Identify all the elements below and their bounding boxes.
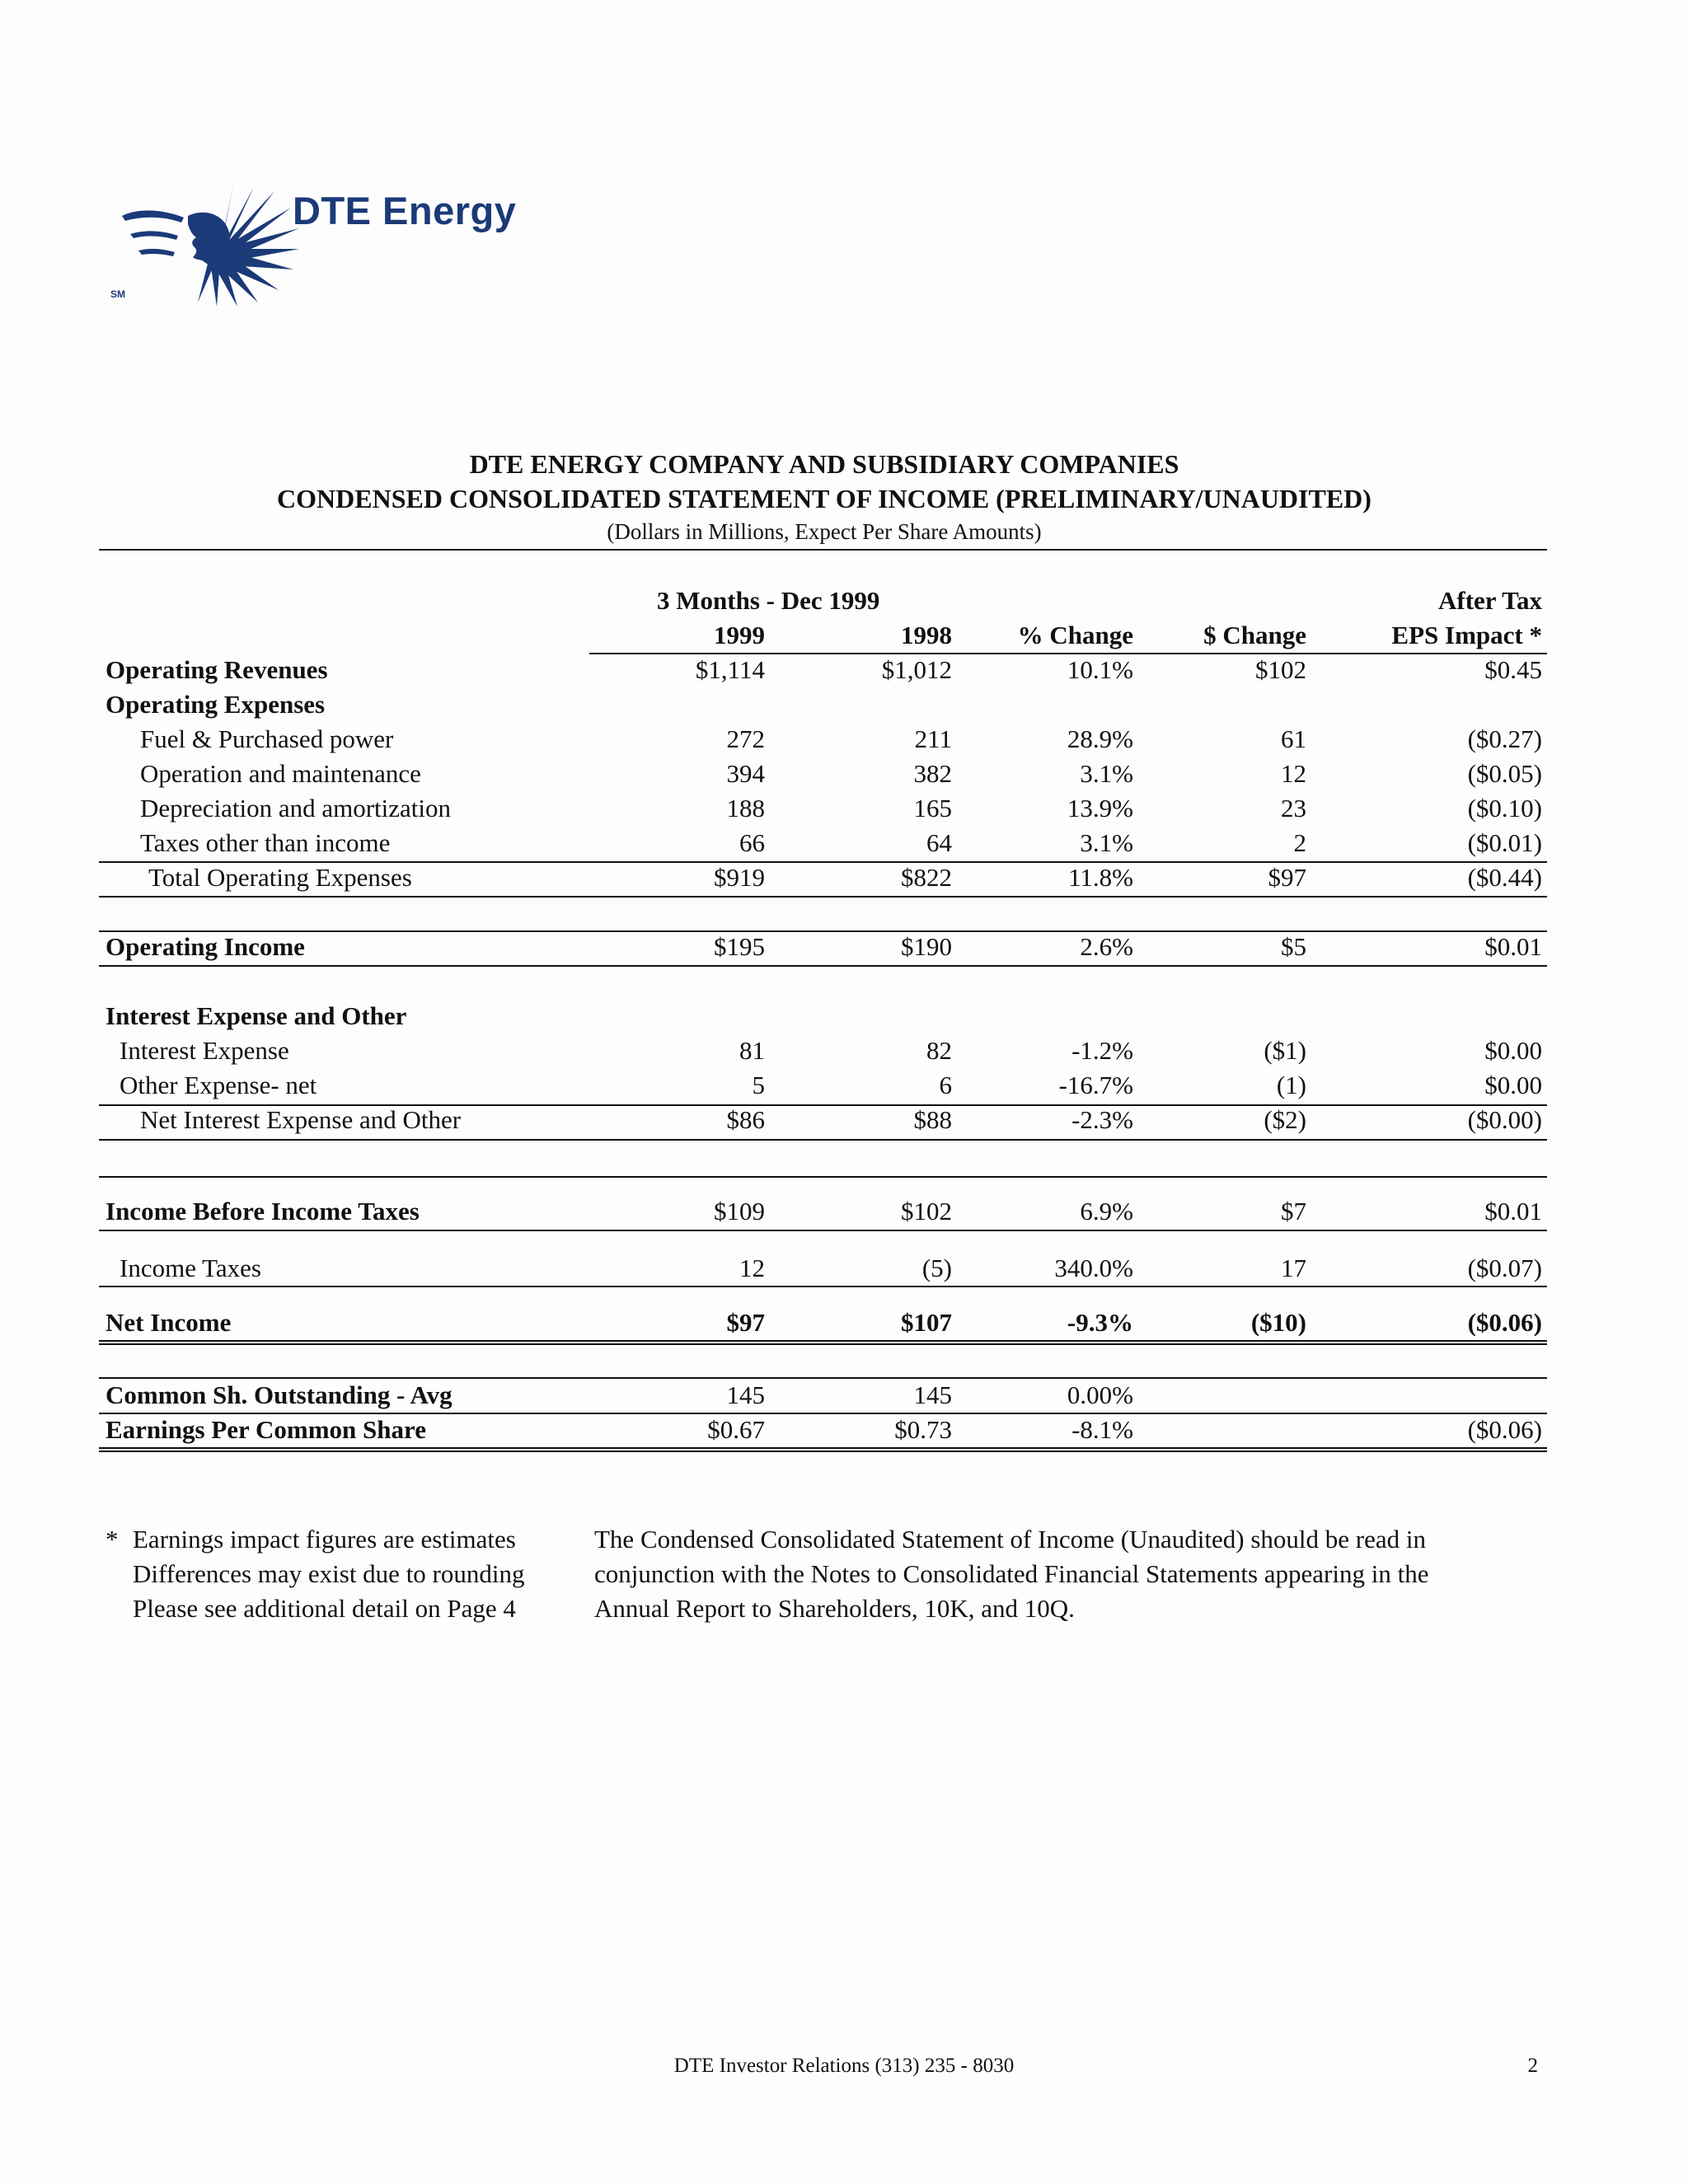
table-rule bbox=[99, 1377, 1547, 1379]
units-note: (Dollars in Millions, Expect Per Share Amounts) bbox=[607, 519, 1042, 544]
logo-wordmark: DTE Energy bbox=[293, 189, 517, 232]
cell-eps: ($0.06) bbox=[1467, 1415, 1542, 1444]
cell-eps: $0.01 bbox=[1484, 1197, 1542, 1226]
cell-dol: ($2) bbox=[1264, 1105, 1306, 1134]
col-pct-header: % Change bbox=[1017, 621, 1133, 649]
footnote-star: * bbox=[106, 1525, 119, 1554]
row-label: Interest Expense bbox=[120, 1036, 289, 1065]
cell-pct: 10.1% bbox=[1067, 655, 1133, 684]
cell-1998: $1,012 bbox=[881, 655, 952, 684]
row-label: Net Income bbox=[106, 1308, 232, 1337]
cell-eps: ($0.07) bbox=[1467, 1254, 1542, 1282]
table-rule bbox=[99, 896, 1547, 898]
footnote-line: Differences may exist due to rounding bbox=[133, 1559, 525, 1588]
cell-1998: $102 bbox=[901, 1197, 952, 1226]
cell-1998: $0.73 bbox=[894, 1415, 952, 1444]
table-rule bbox=[99, 1176, 1547, 1178]
cell-1999: $1,114 bbox=[695, 655, 765, 684]
row-label: Income Taxes bbox=[120, 1254, 261, 1282]
cell-pct: -2.3% bbox=[1071, 1105, 1133, 1134]
cell-pct: 2.6% bbox=[1080, 932, 1133, 961]
table-rule bbox=[99, 1451, 1547, 1452]
cell-eps: ($0.27) bbox=[1467, 724, 1542, 753]
cell-pct: 340.0% bbox=[1054, 1254, 1133, 1282]
cell-1999: $0.67 bbox=[707, 1415, 765, 1444]
cell-1999: $97 bbox=[726, 1308, 765, 1337]
cell-eps: ($0.00) bbox=[1467, 1105, 1542, 1134]
table-rule bbox=[99, 1230, 1547, 1231]
row-label: Net Interest Expense and Other bbox=[140, 1105, 462, 1134]
cell-dol: ($10) bbox=[1250, 1308, 1306, 1337]
table-rule bbox=[99, 1340, 1547, 1342]
cell-1999: $919 bbox=[714, 863, 765, 892]
row-label: Common Sh. Outstanding - Avg bbox=[106, 1380, 452, 1409]
cell-1998: (5) bbox=[921, 1254, 952, 1282]
row-label: Income Before Income Taxes bbox=[106, 1197, 420, 1226]
cell-1999: $109 bbox=[714, 1197, 765, 1226]
cell-eps: ($0.10) bbox=[1467, 794, 1542, 823]
table-rule bbox=[99, 1139, 1547, 1141]
cell-pct: -8.1% bbox=[1071, 1415, 1133, 1444]
period-header: 3 Months - Dec 1999 bbox=[657, 586, 880, 615]
cell-eps: ($0.44) bbox=[1467, 863, 1542, 892]
cell-1999: $195 bbox=[714, 932, 765, 961]
cell-1999: 5 bbox=[752, 1071, 765, 1099]
note-line: The Condensed Consolidated Statement of Income (Unaudited) should be read in bbox=[594, 1525, 1426, 1554]
cell-1998: 82 bbox=[926, 1036, 952, 1065]
row-label: Depreciation and amortization bbox=[140, 794, 452, 823]
cell-dol: 61 bbox=[1281, 724, 1306, 753]
cell-pct: 0.00% bbox=[1067, 1380, 1133, 1409]
cell-1999: 272 bbox=[726, 724, 765, 753]
table-rule bbox=[99, 1447, 1547, 1449]
row-label: Earnings Per Common Share bbox=[106, 1415, 426, 1444]
cell-1999: 66 bbox=[739, 828, 765, 857]
cell-dol: $97 bbox=[1268, 863, 1306, 892]
col-eps-header: EPS Impact * bbox=[1391, 621, 1542, 649]
row-label: Operating Income bbox=[106, 932, 305, 961]
investor-relations-contact: DTE Investor Relations (313) 235 - 8030 bbox=[673, 2055, 1015, 2077]
cell-1998: 165 bbox=[913, 794, 952, 823]
cell-1998: $822 bbox=[901, 863, 952, 892]
cell-dol: 2 bbox=[1293, 828, 1306, 857]
after-tax-header: After Tax bbox=[1437, 586, 1542, 615]
cell-1999: 12 bbox=[739, 1254, 765, 1282]
cell-1999: 188 bbox=[726, 794, 765, 823]
cell-eps: ($0.01) bbox=[1467, 828, 1542, 857]
cell-dol: 12 bbox=[1281, 759, 1306, 788]
row-label: Operation and maintenance bbox=[140, 759, 421, 788]
page-number: 2 bbox=[1527, 2055, 1538, 2077]
cell-1998: 145 bbox=[913, 1380, 952, 1409]
cell-dol: $5 bbox=[1281, 932, 1306, 961]
header-rule bbox=[99, 549, 1547, 551]
cell-pct: 3.1% bbox=[1080, 828, 1133, 857]
cell-1998: $88 bbox=[913, 1105, 952, 1134]
col-1998-header: 1998 bbox=[901, 621, 952, 649]
table-rule bbox=[99, 1286, 1547, 1287]
cell-1999: 145 bbox=[726, 1380, 765, 1409]
cell-eps: $0.00 bbox=[1484, 1071, 1542, 1099]
cell-dol: (1) bbox=[1276, 1071, 1306, 1099]
cell-eps: $0.00 bbox=[1484, 1036, 1542, 1065]
col-1999-header: 1999 bbox=[714, 621, 765, 649]
cell-dol: $102 bbox=[1255, 655, 1306, 684]
company-title: DTE ENERGY COMPANY AND SUBSIDIARY COMPANIES bbox=[469, 449, 1179, 479]
cell-pct: 3.1% bbox=[1080, 759, 1133, 788]
cell-pct: 28.9% bbox=[1067, 724, 1133, 753]
cell-eps: ($0.06) bbox=[1467, 1308, 1542, 1337]
table-rule bbox=[99, 965, 1547, 967]
table-rule bbox=[99, 1343, 1547, 1345]
note-line: Annual Report to Shareholders, 10K, and 10Q. bbox=[594, 1594, 1075, 1623]
cell-pct: -1.2% bbox=[1071, 1036, 1133, 1065]
cell-1999: $86 bbox=[726, 1105, 765, 1134]
footnote-line: Earnings impact figures are estimates bbox=[133, 1525, 516, 1554]
cell-1999: 394 bbox=[726, 759, 765, 788]
cell-pct: -9.3% bbox=[1067, 1308, 1133, 1337]
table-rule bbox=[99, 930, 1547, 932]
cell-pct: -16.7% bbox=[1058, 1071, 1133, 1099]
section-label: Interest Expense and Other bbox=[106, 1001, 407, 1030]
row-label: Taxes other than income bbox=[140, 828, 391, 857]
row-label: Fuel & Purchased power bbox=[140, 724, 394, 753]
cell-eps: $0.01 bbox=[1484, 932, 1542, 961]
row-label: Operating Revenues bbox=[106, 655, 328, 684]
statement-title: CONDENSED CONSOLIDATED STATEMENT OF INCOME (PRELIMINARY/UNAUDITED) bbox=[277, 484, 1372, 513]
cell-1998: $190 bbox=[901, 932, 952, 961]
col-dol-header: $ Change bbox=[1203, 621, 1306, 649]
cell-eps: $0.45 bbox=[1484, 655, 1542, 684]
cell-pct: 13.9% bbox=[1067, 794, 1133, 823]
cell-pct: 6.9% bbox=[1080, 1197, 1133, 1226]
cell-1998: 382 bbox=[913, 759, 952, 788]
cell-1998: $107 bbox=[901, 1308, 952, 1337]
cell-1998: 211 bbox=[914, 724, 952, 753]
cell-dol: 17 bbox=[1281, 1254, 1306, 1282]
row-label: Other Expense- net bbox=[120, 1071, 317, 1099]
row-label: Total Operating Expenses bbox=[148, 863, 412, 892]
cell-1998: 64 bbox=[926, 828, 952, 857]
cell-eps: ($0.05) bbox=[1467, 759, 1542, 788]
cell-dol: $7 bbox=[1281, 1197, 1306, 1226]
cell-1998: 6 bbox=[939, 1071, 952, 1099]
cell-pct: 11.8% bbox=[1068, 863, 1133, 892]
service-mark: SM bbox=[110, 288, 125, 300]
cell-dol: ($1) bbox=[1264, 1036, 1306, 1065]
cell-dol: 23 bbox=[1281, 794, 1306, 823]
cell-1999: 81 bbox=[739, 1036, 765, 1065]
section-label: Operating Expenses bbox=[106, 690, 326, 719]
footnote-line: Please see additional detail on Page 4 bbox=[133, 1594, 516, 1623]
note-line: conjunction with the Notes to Consolidated Financial Statements appearing in the bbox=[594, 1559, 1429, 1588]
